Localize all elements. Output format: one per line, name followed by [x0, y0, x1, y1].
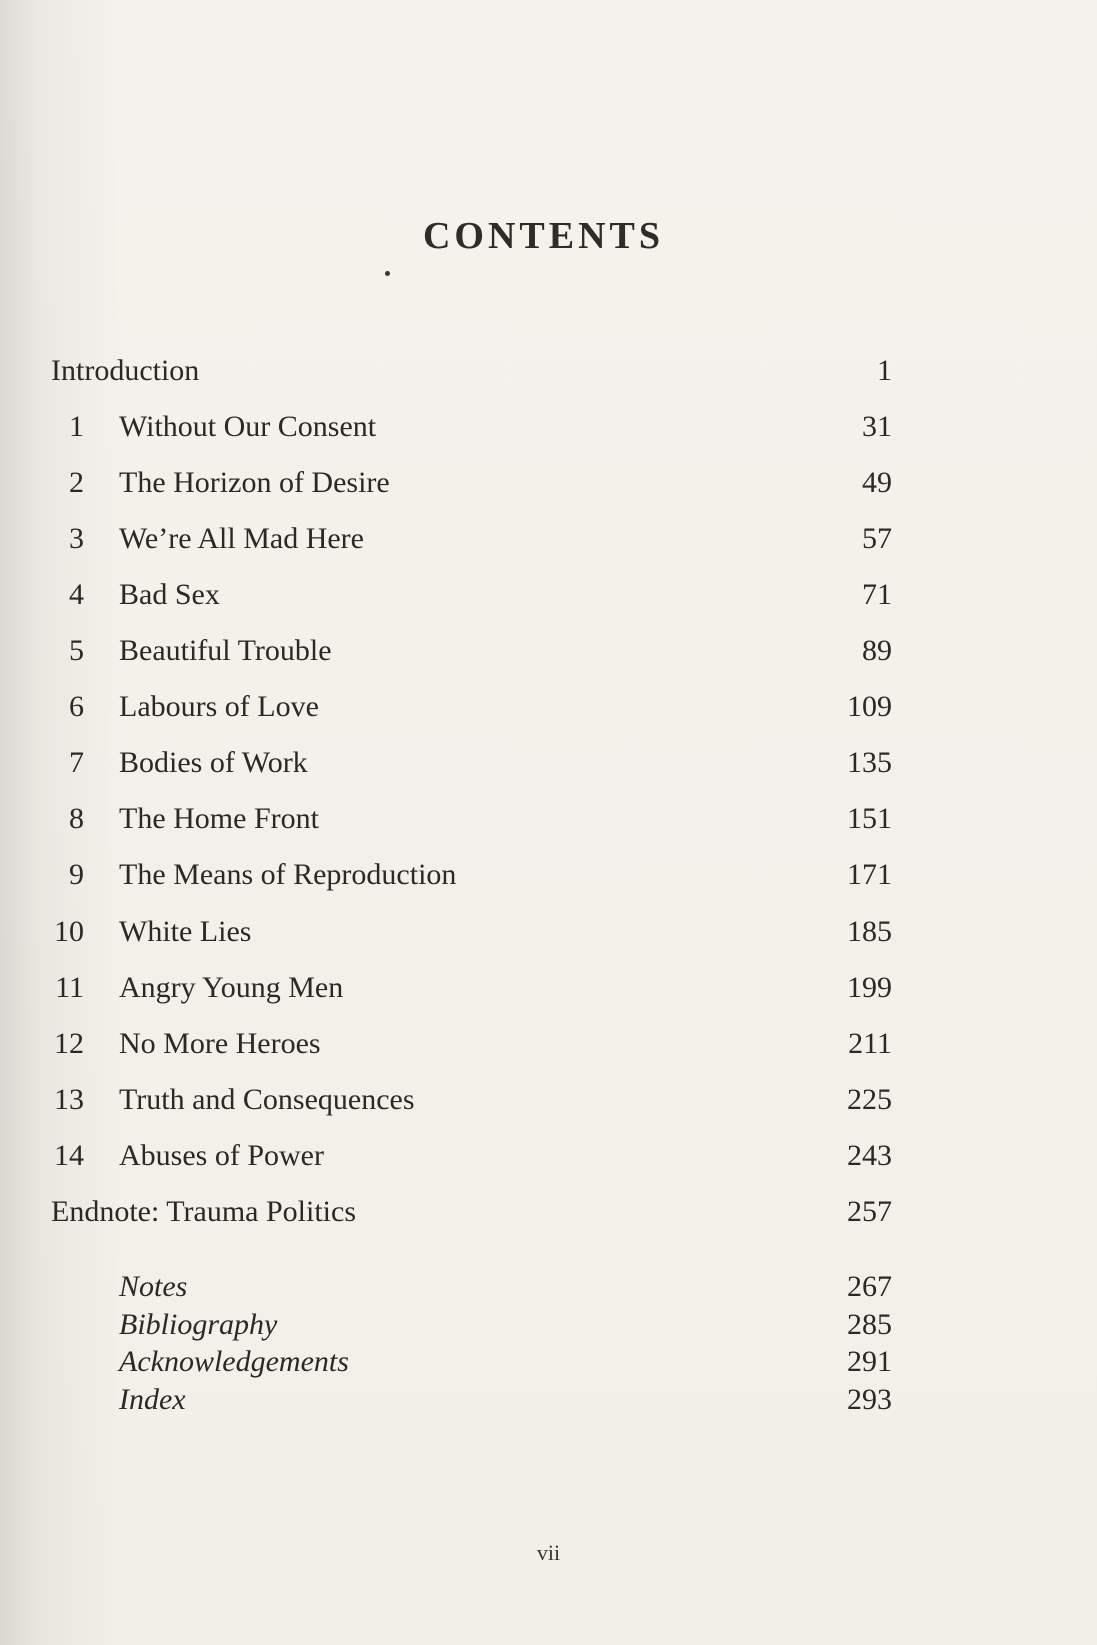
page-number: 49 [862, 466, 892, 499]
chapter-number: 6 [69, 690, 84, 723]
page-number: 151 [847, 802, 892, 835]
page-number: 1 [877, 354, 892, 387]
toc-back-matter-bibliography [0, 1306, 1097, 1344]
toc-entry [0, 407, 1097, 447]
toc-entry [0, 687, 1097, 727]
page-number: 211 [848, 1027, 892, 1060]
chapter-title: Beautiful Trouble [119, 634, 332, 667]
toc-back-matter-acknowledgements [0, 1343, 1097, 1381]
toc-entry [0, 799, 1097, 839]
page-number: 267 [847, 1270, 892, 1303]
chapter-title: Introduction [51, 354, 200, 387]
toc-entry-introduction [0, 351, 1097, 391]
chapter-number: 4 [69, 578, 84, 611]
chapter-title: Endnote: Trauma Politics [51, 1195, 357, 1228]
toc-entry [0, 1136, 1097, 1176]
page-title: CONTENTS [422, 215, 665, 257]
back-matter-title: Acknowledgements [119, 1345, 349, 1378]
page-number: 57 [862, 522, 892, 555]
toc-entry [0, 743, 1097, 783]
page-number: 71 [862, 578, 892, 611]
toc-entry [0, 575, 1097, 615]
chapter-number: 1 [69, 410, 84, 443]
page-number: 31 [862, 410, 892, 443]
chapter-number: 12 [54, 1027, 84, 1060]
page-number: 109 [847, 690, 892, 723]
chapter-number: 8 [69, 802, 84, 835]
chapter-number: 3 [69, 522, 84, 555]
back-matter-title: Bibliography [119, 1308, 278, 1341]
chapter-title: Bad Sex [119, 578, 220, 611]
chapter-title: Abuses of Power [119, 1139, 324, 1172]
page-number: 185 [847, 915, 892, 948]
toc-back-matter-index [0, 1381, 1097, 1419]
chapter-title: Angry Young Men [119, 971, 344, 1004]
toc-entry [0, 968, 1097, 1008]
page-folio: vii [536, 1540, 561, 1565]
chapter-title: Without Our Consent [119, 410, 377, 443]
page-number: 225 [847, 1083, 892, 1116]
chapter-number: 5 [69, 634, 84, 667]
page-number: 293 [847, 1383, 892, 1416]
back-matter-title: Index [119, 1383, 186, 1416]
toc-entry [0, 855, 1097, 895]
chapter-title: The Horizon of Desire [119, 466, 390, 499]
page-number: 285 [847, 1308, 892, 1341]
toc-entry-endnote [0, 1192, 1097, 1232]
chapter-title: White Lies [119, 915, 252, 948]
chapter-title: Truth and Consequences [119, 1083, 415, 1116]
toc-entry [0, 1080, 1097, 1120]
ornament-dot [385, 271, 390, 276]
toc-entry [0, 519, 1097, 559]
chapter-number: 2 [69, 466, 84, 499]
toc-entry [0, 631, 1097, 671]
chapter-number: 10 [54, 915, 84, 948]
page-number: 199 [847, 971, 892, 1004]
toc-entry [0, 1024, 1097, 1064]
page-number: 89 [862, 634, 892, 667]
page-number: 257 [847, 1195, 892, 1228]
back-matter-title: Notes [119, 1270, 188, 1303]
chapter-number: 13 [54, 1083, 84, 1116]
chapter-number: 11 [55, 971, 84, 1004]
chapter-title: We’re All Mad Here [119, 522, 364, 555]
chapter-number: 7 [69, 746, 84, 779]
page-number: 171 [847, 858, 892, 891]
chapter-number: 14 [54, 1139, 84, 1172]
chapter-title: The Home Front [119, 802, 319, 835]
chapter-title: No More Heroes [119, 1027, 321, 1060]
toc-entry [0, 463, 1097, 503]
page-number: 243 [847, 1139, 892, 1172]
chapter-title: Labours of Love [119, 690, 319, 723]
chapter-number: 9 [69, 858, 84, 891]
toc-back-matter-notes [0, 1268, 1097, 1306]
chapter-title: The Means of Reproduction [119, 858, 457, 891]
page-number: 291 [847, 1345, 892, 1378]
page-number: 135 [847, 746, 892, 779]
toc-entry [0, 912, 1097, 952]
chapter-title: Bodies of Work [119, 746, 308, 779]
